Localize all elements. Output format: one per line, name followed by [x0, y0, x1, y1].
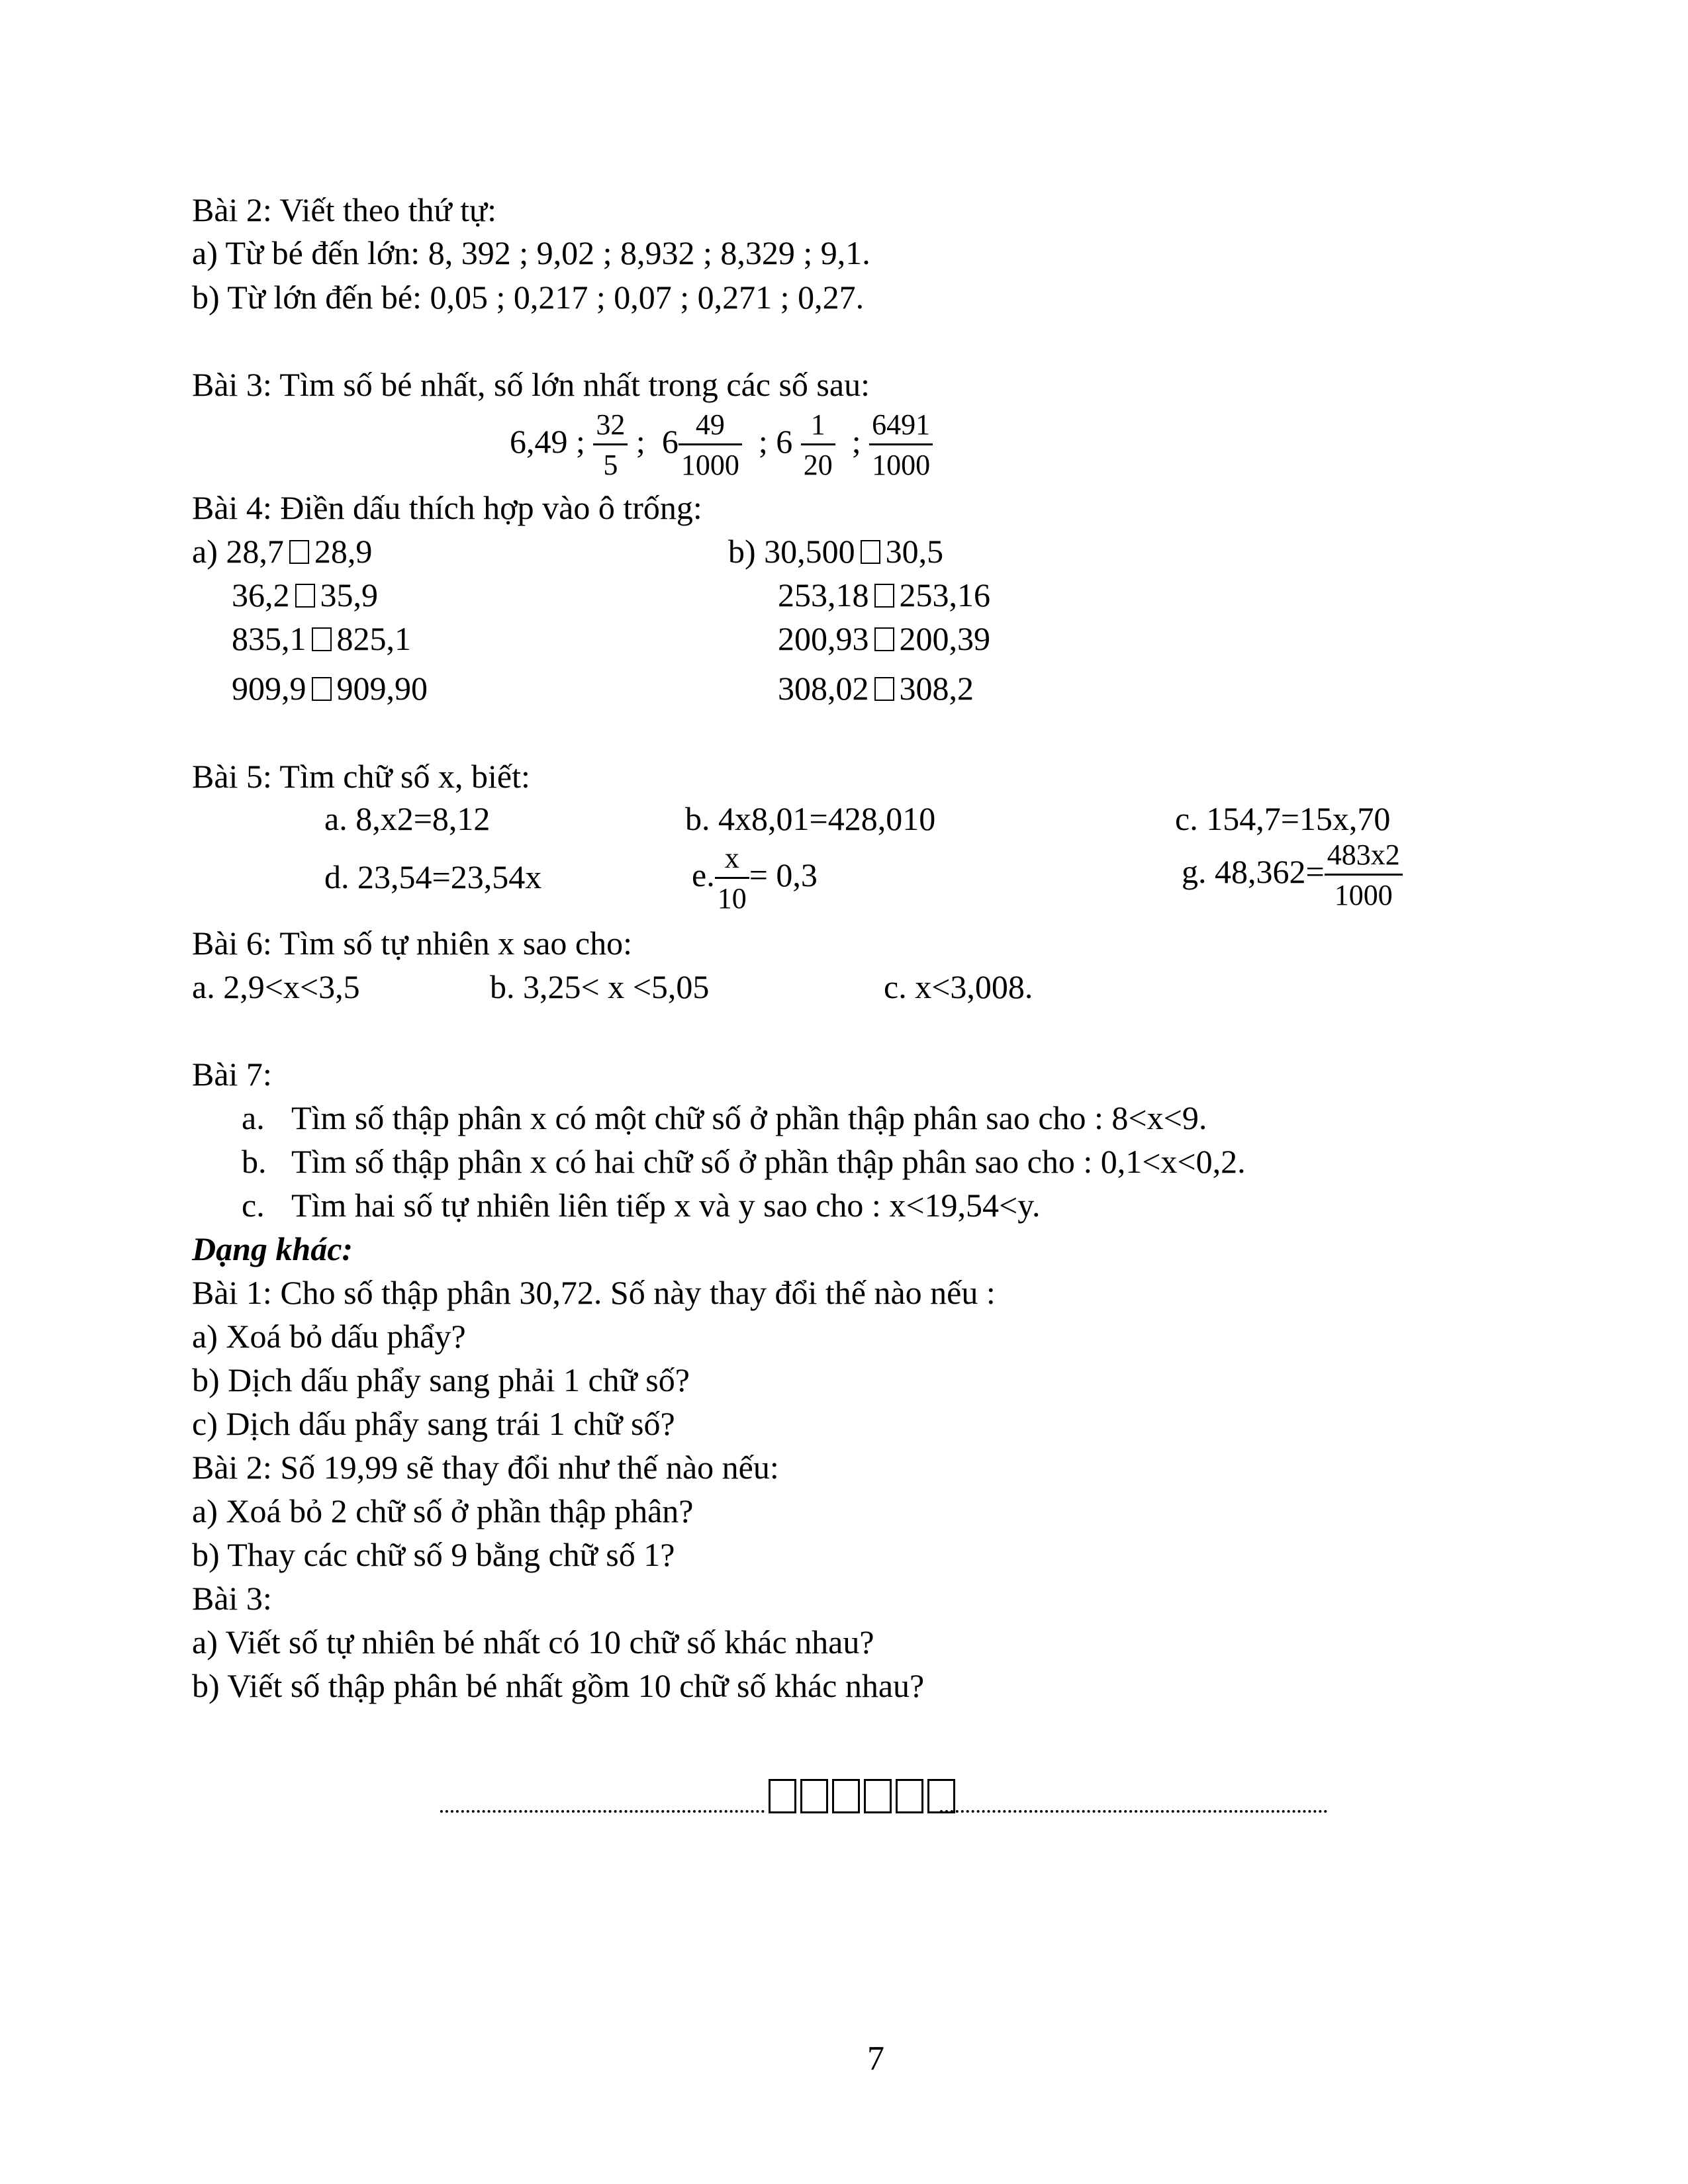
other-b2-b: b) Thay các chữ số 9 bằng chữ số 1?	[192, 1536, 675, 1573]
b5-e-fraction: $\frac{x}{10}$	[715, 844, 749, 913]
b7-b-marker: b.	[242, 1143, 267, 1180]
b4-row-1b: b) 30,500 30,5	[728, 533, 944, 570]
b4-row-4a: 909,9 909,90	[232, 670, 428, 707]
answer-box[interactable]	[861, 540, 880, 564]
b2-title: Bài 2: Viết theo thứ tự:	[192, 191, 496, 228]
other-b2-a: a) Xoá bỏ 2 chữ số ở phần thập phân?	[192, 1492, 694, 1529]
answer-box[interactable]	[289, 540, 309, 564]
b5-g-fraction: $\frac{483x2}{1000}$	[1325, 841, 1403, 910]
b2-line-a: a) Từ bé đến lớn: 8, 392 ; 9,02 ; 8,932 ; 8,329 ; 9,1.	[192, 234, 870, 271]
b6-b: b. 3,25< x <5,05	[490, 968, 710, 1005]
b5-e: e. $\frac{x}{10}$ = 0,3	[692, 842, 818, 915]
answer-box[interactable]	[874, 627, 894, 651]
separator-box	[927, 1779, 955, 1813]
b3-sep-3: ;	[851, 422, 861, 460]
answer-box[interactable]	[312, 627, 332, 651]
b3-mixed-2-fraction: $\frac{1}{20}$	[801, 410, 835, 480]
b4-row-3b: 200,93 200,39	[778, 620, 990, 657]
other-b3-b: b) Viết số thập phân bé nhất gồm 10 chữ số khác nhau?	[192, 1667, 925, 1704]
other-b3: Bài 3:	[192, 1580, 272, 1617]
b4-row-4b: 308,02 308,2	[778, 670, 974, 707]
separator-boxes	[767, 1779, 957, 1816]
b6-c: c. x<3,008.	[884, 968, 1033, 1005]
b7-c: Tìm hai số tự nhiên liên tiếp x và y sao cho : x<19,54<y.	[291, 1187, 1041, 1224]
separator-dots-left	[440, 1810, 765, 1813]
b6-title: Bài 6: Tìm số tự nhiên x sao cho:	[192, 925, 633, 962]
other-b1-a: a) Xoá bỏ dấu phẩy?	[192, 1318, 466, 1355]
b4-title: Bài 4: Điền dấu thích hợp vào ô trống:	[192, 489, 702, 526]
b7-c-marker: c.	[242, 1187, 265, 1224]
b5-d: d. 23,54=23,54x	[324, 858, 542, 895]
b3-fraction-2: $\frac{6491}{1000}$	[869, 410, 933, 480]
b3-n1: 6,49 ;	[510, 422, 585, 460]
separator-box	[800, 1779, 828, 1813]
answer-box[interactable]	[874, 584, 894, 608]
b4-row-2b: 253,18 253,16	[778, 576, 990, 614]
b5-b: b. 4x8,01=428,010	[685, 800, 936, 837]
b7-a: Tìm số thập phân x có một chữ số ở phần thập phân sao cho : 8<x<9.	[291, 1099, 1207, 1136]
separator-box	[896, 1779, 923, 1813]
b7-title: Bài 7:	[192, 1056, 272, 1093]
b5-c: c. 154,7=15x,70	[1175, 800, 1391, 837]
b5-title: Bài 5: Tìm chữ số x, biết:	[192, 758, 530, 795]
b5-a: a. 8,x2=8,12	[324, 800, 491, 837]
page-number: 7	[867, 2040, 884, 2077]
b3-numbers	[510, 410, 933, 480]
b5-g: g. 48,362= $\frac{483x2}{1000}$	[1182, 841, 1403, 910]
b4-row-2a: 36,2 35,9	[232, 576, 378, 614]
other-b1-c: c) Dịch dấu phẩy sang trái 1 chữ số?	[192, 1405, 675, 1442]
b3-title: Bài 3: Tìm số bé nhất, số lớn nhất trong các số sau:	[192, 366, 870, 403]
b3-sep-2: ;	[758, 422, 768, 460]
answer-box[interactable]	[312, 677, 332, 701]
b3-fraction-1: $\frac{32}{5}$	[593, 410, 628, 480]
answer-box[interactable]	[874, 677, 894, 701]
b4-row-1a: a) 28,7 28,9	[192, 533, 373, 570]
b6-a: a. 2,9<x<3,5	[192, 968, 360, 1005]
other-b1: Bài 1: Cho số thập phân 30,72. Số này thay đổi thế nào nếu :	[192, 1274, 996, 1311]
separator-box	[769, 1779, 796, 1813]
b3-mixed-1-fraction: $\frac{49}{1000}$	[679, 410, 742, 480]
b3-mixed-2-whole: 6	[776, 422, 793, 460]
separator-dots-right	[940, 1810, 1327, 1813]
separator-box	[832, 1779, 860, 1813]
b2-line-b: b) Từ lớn đến bé: 0,05 ; 0,217 ; 0,07 ; 0,271 ; 0,27.	[192, 279, 865, 316]
section-heading-other: Dạng khác:	[192, 1230, 353, 1267]
other-b3-a: a) Viết số tự nhiên bé nhất có 10 chữ số khác nhau?	[192, 1623, 874, 1661]
b4-row-3a: 835,1 825,1	[232, 620, 411, 657]
b7-b: Tìm số thập phân x có hai chữ số ở phần thập phân sao cho : 0,1<x<0,2.	[291, 1143, 1246, 1180]
b7-a-marker: a.	[242, 1099, 265, 1136]
b3-mixed-1-whole: 6	[661, 422, 679, 460]
other-b1-b: b) Dịch dấu phẩy sang phải 1 chữ số?	[192, 1361, 690, 1398]
b3-sep-1: ;	[635, 422, 645, 460]
separator-box	[864, 1779, 892, 1813]
other-b2: Bài 2: Số 19,99 sẽ thay đổi như thế nào nếu:	[192, 1449, 779, 1486]
answer-box[interactable]	[295, 584, 315, 608]
